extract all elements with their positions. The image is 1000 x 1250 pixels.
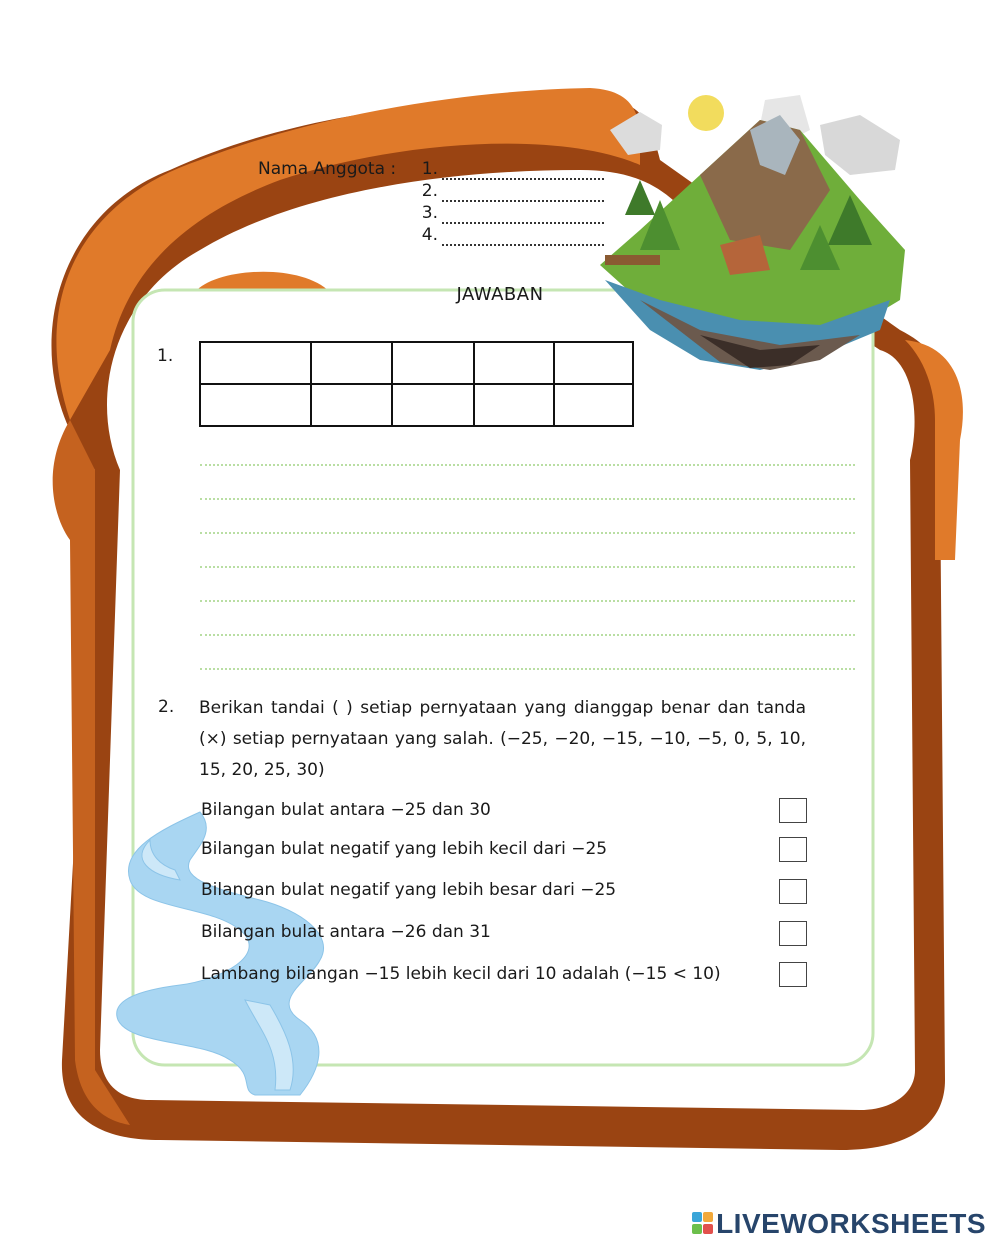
member-number: 2.	[421, 181, 438, 201]
answer-line[interactable]	[200, 600, 855, 602]
answer-line[interactable]	[200, 498, 855, 500]
member-name-field-2[interactable]	[442, 188, 604, 202]
statement-1-checkbox[interactable]	[779, 798, 807, 823]
statement-5-checkbox[interactable]	[779, 962, 807, 987]
member-name-field-3[interactable]	[442, 210, 604, 224]
answer-line[interactable]	[200, 668, 855, 670]
liveworksheets-logo[interactable]	[692, 1208, 986, 1240]
member-name-field-4[interactable]	[442, 232, 604, 246]
logo-text: LIVEWORKSHEETS	[716, 1208, 986, 1239]
page-title: JAWABAN	[456, 284, 544, 305]
answer-line[interactable]	[200, 464, 855, 466]
answer-line[interactable]	[200, 634, 855, 636]
grid-cell[interactable]	[200, 384, 311, 426]
answer-line[interactable]	[200, 532, 855, 534]
statement-2-checkbox[interactable]	[779, 837, 807, 862]
answer-line[interactable]	[200, 566, 855, 568]
statement-3: Bilangan bulat negatif yang lebih besar dari −25	[201, 880, 617, 900]
grid-cell[interactable]	[311, 342, 392, 384]
member-name-field-1[interactable]	[442, 166, 604, 180]
grid-row	[200, 342, 633, 384]
grid-cell[interactable]	[392, 342, 474, 384]
member-number: 3.	[421, 203, 438, 223]
grid-cell[interactable]	[474, 384, 554, 426]
grid-cell[interactable]	[200, 342, 311, 384]
statement-1: Bilangan bulat antara −25 dan 30	[201, 800, 491, 820]
members-label: Nama Anggota :	[258, 159, 397, 179]
question-2-number: 2.	[158, 697, 175, 717]
grid-cell[interactable]	[311, 384, 392, 426]
members-block	[258, 158, 604, 246]
question-2-text: Berikan tandai ( ) setiap pernyataan yang dianggap benar dan tanda (×) setiap pernyataan yang salah. (−25, −20, −15, −10, −5, 0, 5, 10, 15, 20, 25, 30)	[199, 698, 806, 780]
statement-2: Bilangan bulat negatif yang lebih kecil dari −25	[201, 839, 608, 859]
liveworksheets-logo-icon	[692, 1210, 714, 1238]
statement-5: Lambang bilangan −15 lebih kecil dari 10 adalah (−15 < 10)	[201, 964, 721, 984]
member-number: 1.	[421, 159, 438, 179]
member-row-1	[258, 158, 604, 180]
member-row-2	[258, 180, 604, 202]
statement-3-checkbox[interactable]	[779, 879, 807, 904]
member-row-4	[258, 224, 604, 246]
answer-grid	[199, 341, 634, 427]
grid-cell[interactable]	[474, 342, 554, 384]
member-row-3	[258, 202, 604, 224]
question-1-number: 1.	[157, 346, 174, 366]
statement-4-checkbox[interactable]	[779, 921, 807, 946]
grid-cell[interactable]	[554, 342, 633, 384]
grid-cell[interactable]	[554, 384, 633, 426]
member-number: 4.	[421, 225, 438, 245]
grid-cell[interactable]	[392, 384, 474, 426]
grid-row	[200, 384, 633, 426]
statement-4: Bilangan bulat antara −26 dan 31	[201, 922, 491, 942]
